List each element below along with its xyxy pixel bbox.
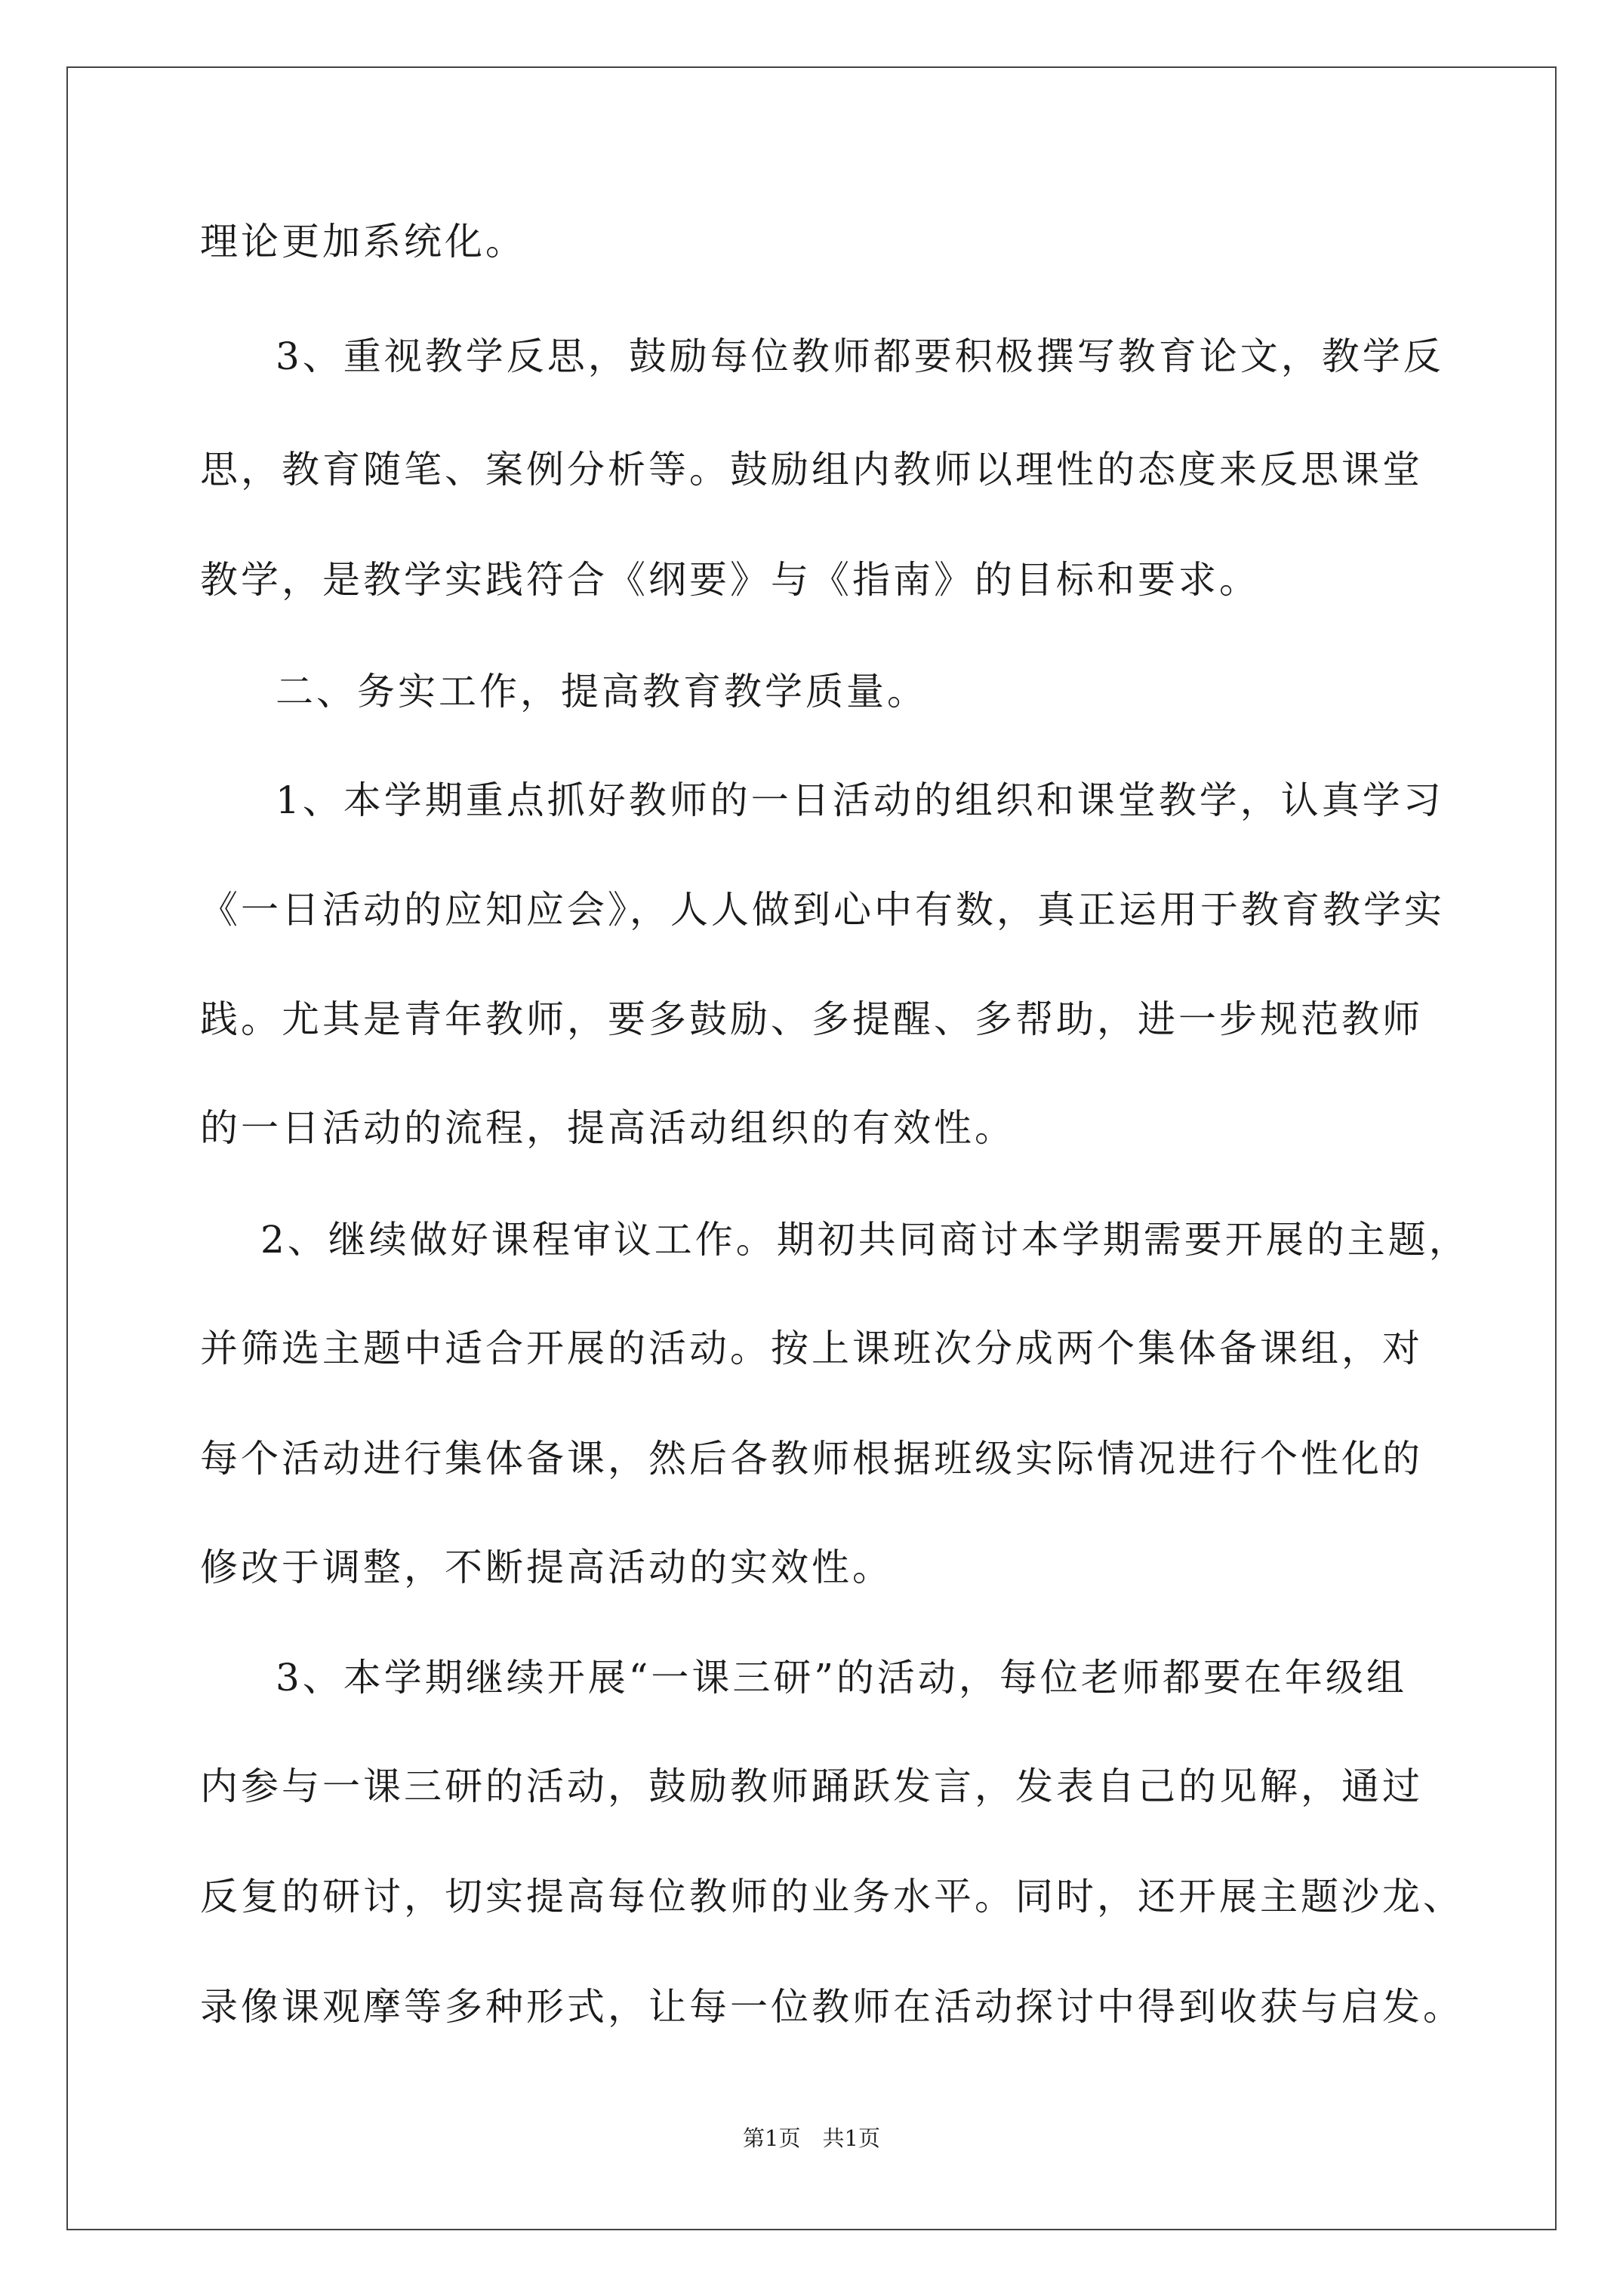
paragraph-line: 1、本学期重点抓好教师的一日活动的组织和课堂教学，认真学习 [276, 778, 1444, 822]
paragraph-line: 理论更加系统化。 [200, 220, 526, 264]
paragraph-line: 的一日活动的流程，提高活动组织的有效性。 [200, 1106, 1015, 1150]
section-heading: 二、务实工作，提高教育教学质量。 [276, 670, 928, 713]
paragraph-line: 《一日活动的应知应会》，人人做到心中有数，真正运用于教育教学实 [200, 888, 1445, 932]
paragraph-line: 录像课观摩等多种形式，让每一位教师在活动探讨中得到收获与启发。 [200, 1985, 1464, 2029]
paragraph-line: 修改于调整，不断提高活动的实效性。 [200, 1546, 893, 1589]
paragraph-line: 3、本学期继续开展“一课三研”的活动，每位老师都要在年级组 [276, 1656, 1407, 1700]
paragraph-line: 思，教育随笔、案例分析等。鼓励组内教师以理性的态度来反思课堂 [200, 448, 1423, 492]
paragraph-line: 教学，是教学实践符合《纲要》与《指南》的目标和要求。 [200, 558, 1260, 602]
page-footer: 第1页 共1页 [743, 2125, 880, 2151]
paragraph-line: 内参与一课三研的活动，鼓励教师踊跃发言，发表自己的见解，通过 [200, 1764, 1423, 1808]
paragraph-line: 反复的研讨，切实提高每位教师的业务水平。同时，还开展主题沙龙、 [200, 1875, 1464, 1918]
paragraph-line: 3、重视教学反思，鼓励每位教师都要积极撰写教育论文，教学反 [276, 334, 1444, 378]
paragraph-line: 践。尤其是青年教师，要多鼓励、多提醒、多帮助，进一步规范教师 [200, 997, 1423, 1041]
paragraph-line: 每个活动进行集体备课，然后各教师根据班级实际情况进行个性化的 [200, 1437, 1423, 1481]
paragraph-line: 2、继续做好课程审议工作。期初共同商讨本学期需要开展的主题， [260, 1218, 1470, 1262]
paragraph-line: 并筛选主题中适合开展的活动。按上课班次分成两个集体备课组，对 [200, 1327, 1423, 1370]
